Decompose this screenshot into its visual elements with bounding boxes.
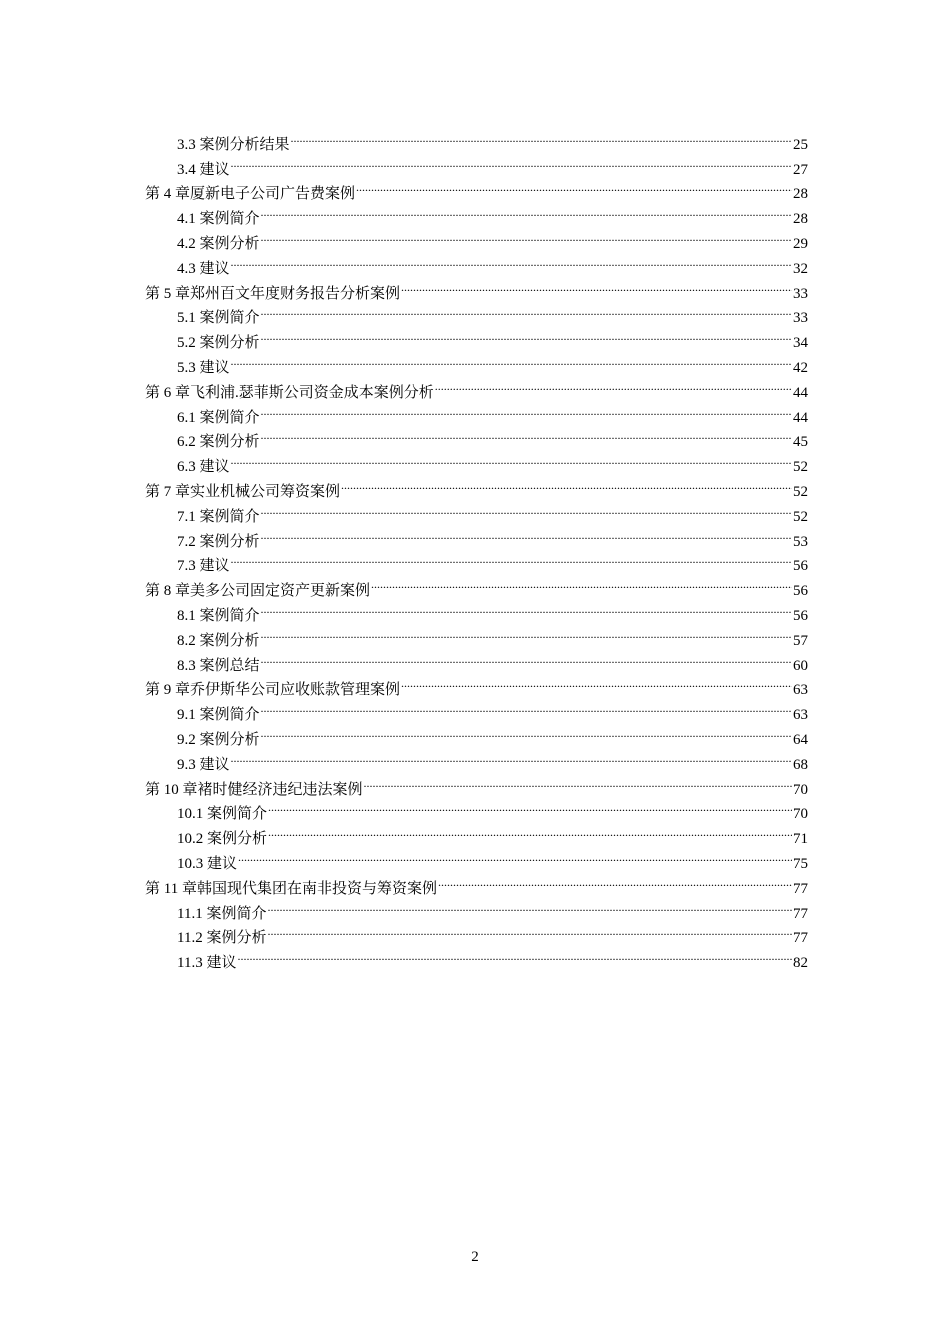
toc-entry-title: 5.2 案例分析 [177, 335, 260, 352]
toc-entry-page: 32 [793, 260, 808, 277]
toc-dot-leader [261, 198, 792, 223]
toc-dot-leader [261, 620, 792, 645]
toc-dot-leader [261, 223, 792, 248]
toc-entry-title: 7.2 案例分析 [177, 533, 260, 550]
toc-entry-page: 25 [793, 136, 808, 153]
toc-section-entry[interactable] [145, 149, 808, 178]
toc-entry-page: 28 [793, 186, 808, 203]
toc-entry-title: 11.1 案例简介 [177, 905, 267, 922]
toc-dot-leader [291, 124, 792, 149]
toc-entry-page: 56 [793, 558, 808, 575]
toc-dot-leader [261, 645, 792, 670]
toc-entry-title: 5.1 案例简介 [177, 310, 260, 327]
toc-chapter-entry[interactable] [145, 273, 808, 302]
toc-section-entry[interactable] [145, 446, 808, 476]
toc-dot-leader [261, 719, 792, 744]
toc-entry-title: 第 8 章美多公司固定资产更新案例 [145, 583, 371, 600]
toc-entry-title: 7.3 建议 [177, 558, 230, 575]
toc-dot-leader [401, 273, 792, 298]
toc-entry-title: 第 4 章厦新电子公司广告费案例 [145, 186, 356, 203]
toc-chapter-entry[interactable] [145, 769, 808, 798]
toc-entry-title: 8.2 案例分析 [177, 632, 260, 649]
toc-entry-title: 9.3 建议 [177, 756, 230, 773]
toc-dot-leader [371, 570, 792, 595]
toc-entry-title: 6.1 案例简介 [177, 409, 260, 426]
toc-dot-leader [261, 595, 792, 620]
toc-entry-page: 77 [793, 880, 808, 897]
toc-entry-page: 28 [793, 211, 808, 228]
toc-dot-leader [267, 918, 792, 943]
toc-dot-leader [261, 496, 792, 521]
toc-entry-page: 27 [793, 161, 808, 178]
toc-chapter-entry[interactable] [145, 372, 808, 401]
toc-chapter-entry[interactable] [145, 174, 808, 203]
toc-dot-leader [231, 446, 792, 471]
toc-chapter-entry[interactable] [145, 868, 808, 897]
toc-dot-leader [237, 942, 792, 967]
toc-entry-page: 45 [793, 434, 808, 451]
toc-entry-title: 4.2 案例分析 [177, 235, 260, 252]
toc-entry-page: 71 [793, 831, 808, 848]
toc-section-entry[interactable] [145, 744, 808, 773]
toc-entry-page: 82 [793, 955, 808, 972]
toc-entry-title: 9.2 案例分析 [177, 731, 260, 748]
toc-entry-page: 77 [793, 930, 808, 947]
toc-dot-leader [268, 818, 792, 843]
toc-section-entry[interactable] [145, 843, 808, 872]
toc-dot-leader [401, 670, 792, 695]
toc-entry-title: 4.1 案例简介 [177, 211, 260, 228]
toc-entry-title: 6.3 建议 [177, 459, 230, 476]
toc-entry-title: 第 6 章飞利浦.瑟菲斯公司资金成本案例分析 [145, 384, 434, 401]
toc-dot-leader [261, 422, 792, 447]
toc-dot-leader [438, 868, 792, 893]
toc-dot-leader [261, 322, 792, 347]
toc-entry-page: 57 [793, 632, 808, 649]
toc-entry-title: 11.3 建议 [177, 955, 237, 972]
toc-section-entry[interactable] [145, 124, 808, 153]
toc-dot-leader [356, 174, 792, 199]
toc-entry-title: 第 7 章实业机械公司筹资案例 [145, 483, 341, 500]
toc-entry-page: 64 [793, 731, 808, 748]
toc-entry-page: 42 [793, 359, 808, 376]
toc-entry-page: 68 [793, 756, 808, 773]
toc-entry-page: 70 [793, 781, 808, 798]
toc-entry-page: 70 [793, 806, 808, 823]
toc-dot-leader [261, 397, 792, 422]
table-of-contents [145, 124, 808, 972]
toc-chapter-entry[interactable] [145, 471, 808, 500]
toc-entry-page: 60 [793, 657, 808, 674]
toc-section-entry[interactable] [145, 347, 808, 376]
toc-section-entry[interactable] [145, 546, 808, 575]
toc-entry-page: 63 [793, 707, 808, 724]
toc-entry-page: 52 [793, 508, 808, 525]
toc-entry-page: 56 [793, 607, 808, 624]
toc-entry-title: 8.3 案例总结 [177, 657, 260, 674]
toc-entry-page: 34 [793, 335, 808, 352]
toc-dot-leader [341, 471, 792, 496]
toc-entry-title: 第 5 章郑州百文年度财务报告分析案例 [145, 285, 401, 302]
toc-entry-title: 第 11 章韩国现代集团在南非投资与筹资案例 [145, 880, 437, 897]
toc-entry-title: 5.3 建议 [177, 359, 230, 376]
toc-entry-page: 53 [793, 533, 808, 550]
toc-chapter-entry[interactable] [145, 570, 808, 600]
toc-entry-page: 29 [793, 235, 808, 252]
toc-entry-title: 10.3 建议 [177, 855, 238, 872]
toc-dot-leader [231, 347, 792, 372]
toc-dot-leader [231, 248, 792, 273]
toc-section-entry[interactable] [145, 942, 808, 972]
toc-entry-page: 75 [793, 855, 808, 872]
toc-section-entry[interactable] [145, 248, 808, 277]
toc-entry-title: 9.1 案例简介 [177, 707, 260, 724]
toc-entry-title: 8.1 案例简介 [177, 607, 260, 624]
toc-dot-leader [231, 546, 792, 571]
toc-dot-leader [435, 372, 792, 397]
toc-entry-title: 3.3 案例分析结果 [177, 136, 290, 153]
toc-entry-title: 6.2 案例分析 [177, 434, 260, 451]
toc-dot-leader [364, 769, 792, 794]
toc-entry-title: 第 10 章褚时健经济违纪违法案例 [145, 781, 363, 798]
page-number: 2 [471, 1249, 479, 1265]
toc-entry-page: 77 [793, 905, 808, 922]
toc-dot-leader [268, 794, 792, 819]
toc-entry-page: 44 [793, 409, 808, 426]
toc-dot-leader [231, 149, 792, 174]
toc-entry-page: 33 [793, 285, 808, 302]
toc-entry-page: 56 [793, 583, 808, 600]
toc-entry-page: 52 [793, 483, 808, 500]
toc-entry-title: 第 9 章乔伊斯华公司应收账款管理案例 [145, 682, 401, 699]
toc-entry-title: 10.1 案例简介 [177, 806, 268, 823]
toc-dot-leader [261, 521, 792, 546]
toc-dot-leader [238, 843, 792, 868]
toc-entry-title: 7.1 案例简介 [177, 508, 260, 525]
toc-dot-leader [261, 298, 792, 323]
toc-entry-page: 52 [793, 459, 808, 476]
toc-entry-title: 11.2 案例分析 [177, 930, 267, 947]
toc-entry-title: 4.3 建议 [177, 260, 230, 277]
toc-entry-page: 63 [793, 682, 808, 699]
toc-entry-title: 10.2 案例分析 [177, 831, 268, 848]
toc-entry-page: 44 [793, 384, 808, 401]
toc-entry-title: 3.4 建议 [177, 161, 230, 178]
toc-dot-leader [231, 744, 792, 769]
toc-dot-leader [261, 694, 792, 719]
toc-dot-leader [267, 893, 792, 918]
toc-entry-page: 33 [793, 310, 808, 327]
